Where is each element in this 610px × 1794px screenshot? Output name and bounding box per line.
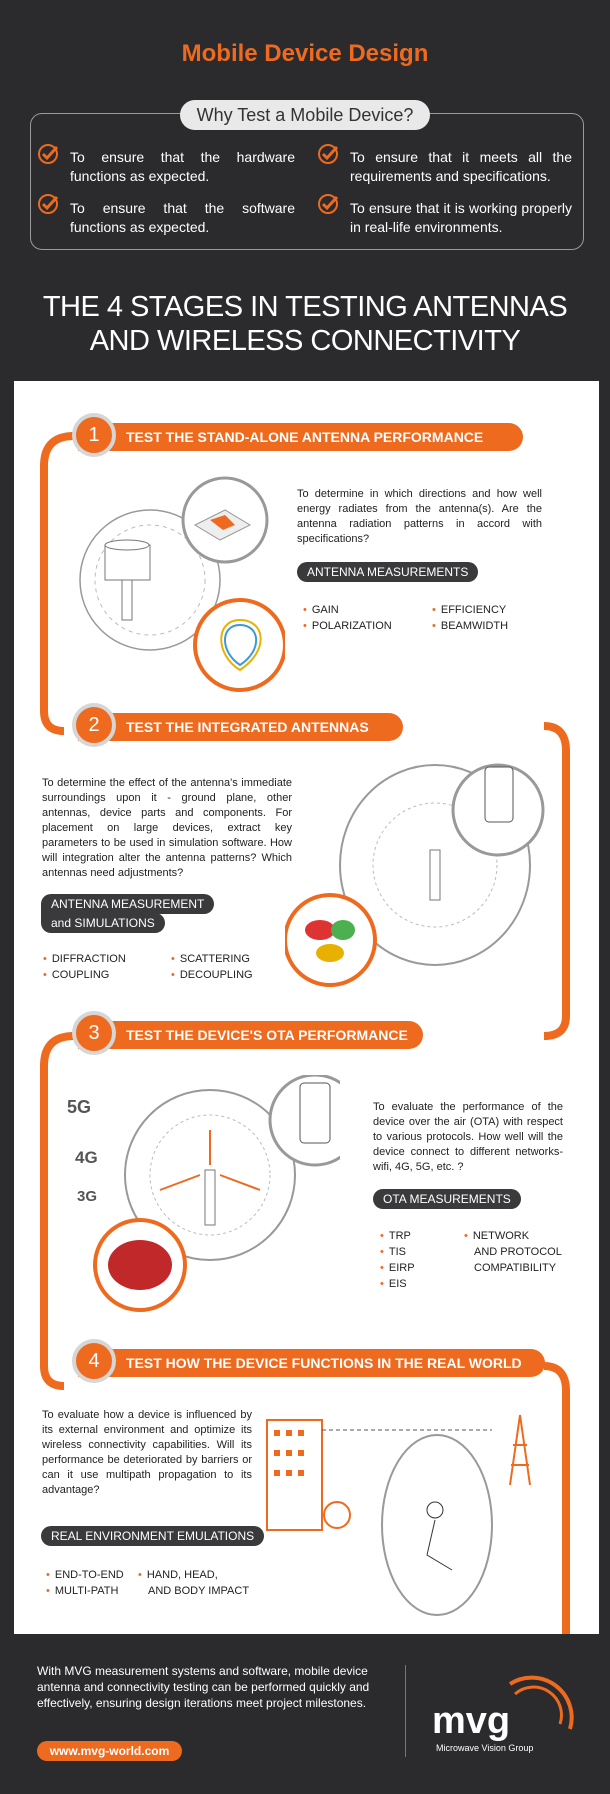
stage3-bullet: • NETWORK (464, 1230, 530, 1242)
stage2-description: To determine the effect of the antenna's immediate surroundings upon it - ground plane, other antennas, device parts and components. For placement on large devices, extract key parameters to be used in simulation software. How will integration alter the antenna patterns? Which antennas need adjustments? (42, 777, 292, 879)
stage3-bullet: • EIRP (380, 1262, 415, 1274)
stage1-pill: ANTENNA MEASUREMENTS (297, 562, 478, 582)
stages-heading (0, 290, 610, 358)
stage3-pill: OTA MEASUREMENTS (373, 1189, 521, 1209)
check-icon (318, 143, 340, 165)
mvg-logo-icon (500, 1669, 575, 1744)
4g-label: 4G (75, 1148, 98, 1167)
mvg-logo-subtitle: Microwave Vision Group (436, 1743, 534, 1753)
stage1-description: To determine in which directions and how well energy radiates from the antenna(s). Are the antenna radiation patterns in accord with specifications? (297, 488, 542, 545)
stage4-bullet: • END-TO-END (46, 1569, 124, 1581)
why-label: Why Test a Mobile Device? (180, 100, 430, 130)
page-title: Mobile Device Design (181, 40, 429, 67)
check-icon (38, 143, 60, 165)
stage3-bullet: • TIS (380, 1246, 406, 1258)
footer-divider (405, 1665, 406, 1757)
stage2-bullet: • SCATTERING (171, 953, 250, 965)
stage1-bullet: • EFFICIENCY (432, 604, 507, 616)
stage1-bullet: • GAIN (303, 604, 339, 616)
stage4-bullet: • HAND, HEAD, (138, 1569, 218, 1581)
why-item: To ensure that the software functions as expected. (70, 200, 295, 235)
stage1-title: TEST THE STAND-ALONE ANTENNA PERFORMANCE (78, 423, 523, 451)
stage3-number: 3 (72, 1011, 116, 1055)
stage4-bullet-cont: AND BODY IMPACT (148, 1585, 250, 1597)
mvg-logo-text: mvg (432, 1700, 511, 1742)
stage4-pill: REAL ENVIRONMENT EMULATIONS (41, 1526, 264, 1546)
integrated-antenna-chamber-illustration (285, 755, 550, 995)
check-icon (318, 193, 340, 215)
stage4-number: 4 (72, 1339, 116, 1383)
stage4-description: To evaluate how a device is influenced by its external environment and optimize its wireless connectivity capabilities. Will its performance be deteriorated by barriers or can it use multipath propagation to its advantage? (42, 1409, 252, 1496)
stage4-bullet: • MULTI-PATH (46, 1585, 119, 1597)
stage1-number: 1 (72, 413, 116, 457)
stage2-bullet: • COUPLING (43, 969, 110, 981)
stage4-title: TEST HOW THE DEVICE FUNCTIONS IN THE REAL WORLD (78, 1349, 545, 1377)
why-item: To ensure that the hardware functions as expected. (70, 149, 295, 184)
stage2-bullet: • DIFFRACTION (43, 953, 126, 965)
stage1-bullet: • BEAMWIDTH (432, 620, 509, 632)
why-item: To ensure that it meets all the requirements and specifications. (350, 149, 572, 184)
check-icon (38, 193, 60, 215)
stage3-title: TEST THE DEVICE'S OTA PERFORMANCE (78, 1021, 423, 1049)
website-link[interactable]: www.mvg-world.com (37, 1741, 182, 1761)
stage2-bullet: • DECOUPLING (171, 969, 253, 981)
stage3-bullet: • TRP (380, 1230, 411, 1242)
stages-heading-line2: AND WIRELESS CONNECTIVITY (89, 325, 521, 357)
5g-label: 5G (67, 1097, 92, 1117)
stage1-bullet: • POLARIZATION (303, 620, 392, 632)
ota-chamber-illustration (60, 1075, 340, 1315)
stage3-bullet: • EIS (380, 1278, 407, 1290)
stage2-pill: ANTENNA MEASUREMENT (41, 894, 214, 914)
stage2-title: TEST THE INTEGRATED ANTENNAS (78, 713, 403, 741)
3g-label: 3G (77, 1188, 98, 1205)
stage3-bullet-cont: AND PROTOCOL (474, 1246, 562, 1258)
real-world-illustration (262, 1405, 562, 1620)
stages-heading-line1: THE 4 STAGES IN TESTING ANTENNAS (42, 291, 568, 323)
stage2-number: 2 (72, 703, 116, 747)
antenna-chamber-illustration (75, 470, 285, 695)
footer-text: With MVG measurement systems and software, mobile device antenna and connectivity testing can be performed quickly and effectively, ensuring design iterations meet project milestones. (37, 1664, 370, 1710)
stage3-bullet-cont: COMPATIBILITY (474, 1262, 557, 1274)
stage3-description: To evaluate the performance of the device over the air (OTA) with respect to various protocols. How well will the device connect to different networks- wifi, 4G, 5G, etc. ? (373, 1101, 563, 1173)
why-item: To ensure that it is working properly in real-life environments. (350, 200, 572, 235)
stage2-pill-2: and SIMULATIONS (41, 913, 165, 933)
